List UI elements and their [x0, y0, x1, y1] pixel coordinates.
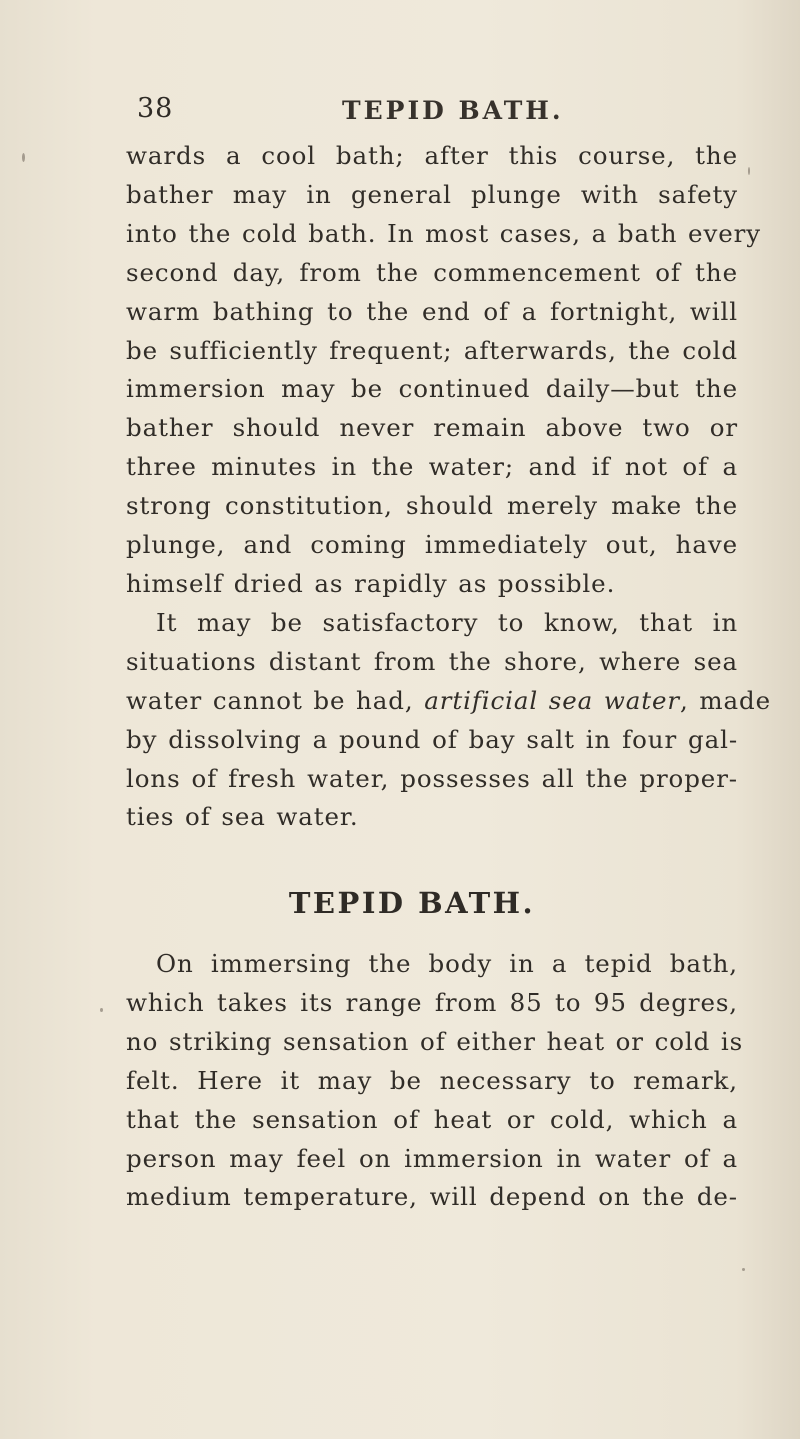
paragraph-1-line: warm bathing to the end of a fortnight, will — [126, 296, 738, 326]
running-title: TEPID BATH. — [342, 96, 564, 125]
paragraph-1-line: second day, from the commencement of the — [126, 257, 738, 287]
paragraph-3-line: which takes its range from 85 to 95 degres, — [126, 987, 738, 1017]
paragraph-3-line: On immersing the body in a tepid bath, — [156, 949, 738, 978]
running-head — [137, 93, 737, 133]
paragraph-3-line: that the sensation of heat or cold, which a — [126, 1104, 738, 1134]
paragraph-1-line: strong constitution, should merely make the — [126, 491, 738, 521]
paragraph-1-line: three minutes in the water; and if not of a — [126, 452, 738, 482]
body-text-section — [126, 945, 744, 1217]
paragraph-3-line: felt. Here it may be necessary to remark, — [126, 1065, 738, 1095]
paper-speck — [748, 167, 750, 175]
paragraph-1-line: into the cold bath. In most cases, a bath every — [126, 218, 761, 248]
paragraph-1-line: bather may in general plunge with safety — [126, 179, 738, 209]
paragraph-1-line: plunge, and coming immediately out, have — [126, 530, 738, 560]
paper-speck — [22, 153, 25, 162]
paragraph-1-line: wards a cool bath; after this course, the — [126, 141, 738, 170]
paper-speck — [100, 1008, 103, 1012]
section-heading-text: TEPID BATH. — [288, 886, 536, 920]
paragraph-1-line: be sufficiently frequent; afterwards, the cold — [126, 335, 738, 365]
paragraph-2-line: lons of fresh water, possesses all the proper- — [126, 763, 738, 793]
body-text — [126, 137, 772, 837]
paragraph-2-line: situations distant from the shore, where sea — [126, 646, 738, 676]
italic-phrase: artificial sea water — [424, 685, 681, 715]
paragraph-2-text: water cannot be had, — [126, 685, 425, 715]
paragraph-1-line: bather should never remain above two or — [126, 413, 738, 443]
paragraph-1-line: immersion may be continued daily—but the — [126, 374, 738, 404]
paragraph-2-line: by dissolving a pound of bay salt in four gal- — [126, 724, 738, 754]
paragraph-2-line: It may be satisfactory to know, that in — [156, 607, 738, 637]
page-number: 38 — [137, 93, 174, 124]
paragraph-3-line: no striking sensation of either heat or cold is — [126, 1026, 744, 1056]
paper-speck — [742, 1268, 745, 1271]
paragraph-3-line: medium temperature, will depend on the de- — [126, 1182, 738, 1212]
paragraph-2-line: ties of sea water. — [126, 802, 359, 832]
paragraph-3-line: person may feel on immersion in water of a — [126, 1143, 738, 1173]
paragraph-2-text: , made — [680, 685, 772, 715]
paragraph-1-line: himself dried as rapidly as possible. — [126, 568, 616, 598]
paragraph-2-line-with-italic — [126, 682, 772, 721]
section-heading — [0, 886, 800, 920]
